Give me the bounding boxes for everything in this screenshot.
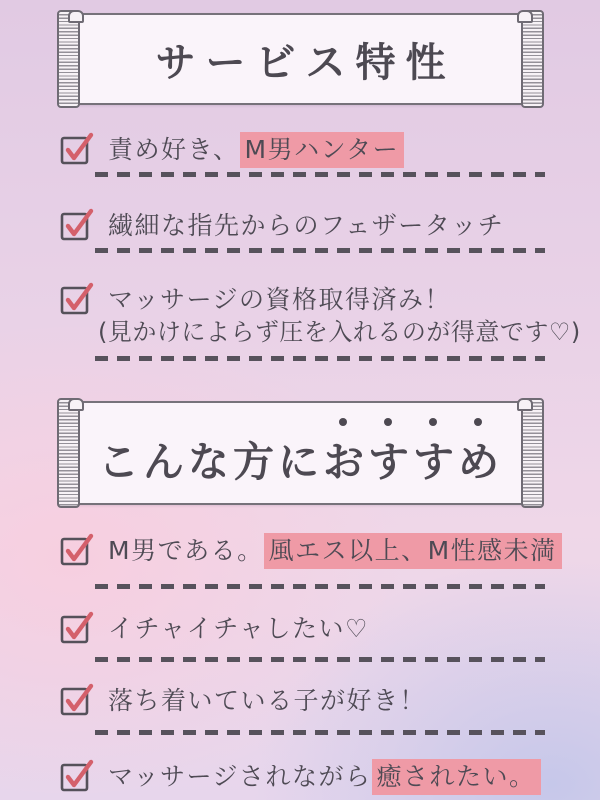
dashed-divider bbox=[95, 657, 545, 662]
banner-body bbox=[72, 401, 529, 505]
dashed-divider bbox=[95, 248, 545, 253]
dashed-divider bbox=[95, 172, 545, 177]
checklist-item bbox=[60, 283, 580, 348]
banner-body bbox=[72, 13, 529, 105]
checkbox-checked-icon bbox=[60, 760, 92, 792]
scroll-roll-right-icon bbox=[521, 10, 544, 108]
checkbox-checked-icon bbox=[60, 612, 92, 644]
item-text-line1: マッサージの資格取得済み！ bbox=[108, 285, 452, 314]
checkbox-checked-icon bbox=[60, 534, 92, 566]
item-text-highlight: 風エス以上、M性感未満 bbox=[264, 533, 562, 569]
item-text bbox=[108, 133, 404, 167]
checklist-item bbox=[60, 760, 580, 794]
item-text: 落ち着いている子が好き！ bbox=[108, 686, 427, 715]
banner-service-features bbox=[57, 8, 544, 110]
item-text-highlight: 癒されたい。 bbox=[372, 759, 541, 795]
checklist-item bbox=[60, 684, 580, 718]
item-text: 繊細な指先からのフェザータッチ bbox=[108, 211, 505, 240]
checkbox-checked-icon bbox=[60, 684, 92, 716]
scroll-roll-left-icon bbox=[57, 398, 80, 508]
banner-recommended-for bbox=[57, 396, 544, 510]
item-text-plain: マッサージされながら bbox=[108, 762, 372, 791]
dashed-divider bbox=[95, 730, 545, 735]
item-text bbox=[98, 283, 581, 348]
item-text: イチャイチャしたい♡ bbox=[108, 614, 369, 643]
checklist-item bbox=[60, 612, 580, 646]
checklist-item bbox=[60, 534, 580, 568]
scroll-roll-right-icon bbox=[521, 398, 544, 508]
checkbox-checked-icon bbox=[60, 283, 92, 315]
item-text-plain: 責め好き、 bbox=[108, 135, 240, 164]
item-text bbox=[108, 760, 541, 794]
checklist-item bbox=[60, 133, 580, 167]
title-plain-part: こんな方に bbox=[98, 437, 323, 486]
checkbox-checked-icon bbox=[60, 133, 92, 165]
item-text-highlight: M男ハンター bbox=[240, 132, 405, 168]
item-text-line2: (見かけによらず圧を入れるのが得意です♡) bbox=[98, 318, 581, 346]
item-text bbox=[108, 534, 562, 568]
section-title-service: サービス特性 bbox=[155, 39, 456, 86]
dashed-divider bbox=[95, 584, 545, 589]
section-title-recommend bbox=[98, 419, 503, 488]
item-text-plain: M男である。 bbox=[108, 536, 264, 565]
title-emphasized-part: おすすめ bbox=[323, 438, 503, 486]
checkbox-checked-icon bbox=[60, 209, 92, 241]
scroll-roll-left-icon bbox=[57, 10, 80, 108]
dashed-divider bbox=[95, 356, 545, 361]
checklist-item bbox=[60, 209, 580, 243]
